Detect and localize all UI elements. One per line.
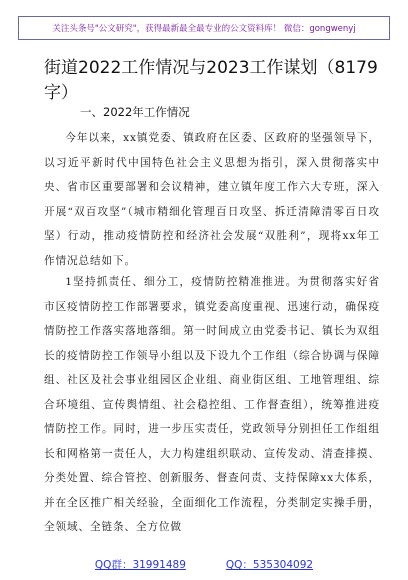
header-banner xyxy=(18,16,390,40)
footer-contact xyxy=(0,557,408,572)
qq-link[interactable]: QQ：535304092 xyxy=(225,559,314,571)
banner-text: 关注头条号"公文研究"，获得最新最全最专业的公文资料库！ 微信：gongwenyj xyxy=(52,24,356,34)
qq-group-link[interactable]: QQ群：31991489 xyxy=(94,559,186,571)
paragraph-intro: 今年以来，xx镇党委、镇政府在区委、区政府的坚强领导下，以习近平新时代中国特色社会主义思想为指引，深入贯彻落实中央、省市区重要部署和会议精神，建立镇年度工作六大专班，深入开展“双百攻坚”（城市精细化管理百日攻坚、拆迁清障清零百日攻坚）行动，推动疫情防控和经济社会发展“双胜利”，现将xx年工作情况总结如下。 xyxy=(44,132,380,267)
paragraph-epidemic-control: 1坚持抓责任、细分工，疫情防控精准推进。为贯彻落实好省市区疫情防控工作部署要求，镇党委高度重视、迅速行动，确保疫情防控工作落实落地落细。第一时间成立由党委书记、镇长为双组长的疫情防控工作领导小组以及下设九个工作组（综合协调与保障组、社区及社会事业组园区企业组、商业街区组、工地管理组、综合环境组、宣传舆情组、社会稳控组、工作督查组），统筹推进疫情防控工作。同时，进一步压实责任，党政领导分别担任工作组组长和网格第一责任人，大力构建组织联动、宣传发动、清查排摸、分类处置、综合管控、创新服务、督查问责、支持保障xx大体系，并在全区推广相关经验，全面细化工作流程，分类制定实操手册，全领域、全链条、全方位做 xyxy=(44,276,380,533)
section-heading: 一、2022年工作情况 xyxy=(80,105,190,119)
document-title: 街道2022工作情况与2023工作谋划（8179字） xyxy=(44,58,378,103)
